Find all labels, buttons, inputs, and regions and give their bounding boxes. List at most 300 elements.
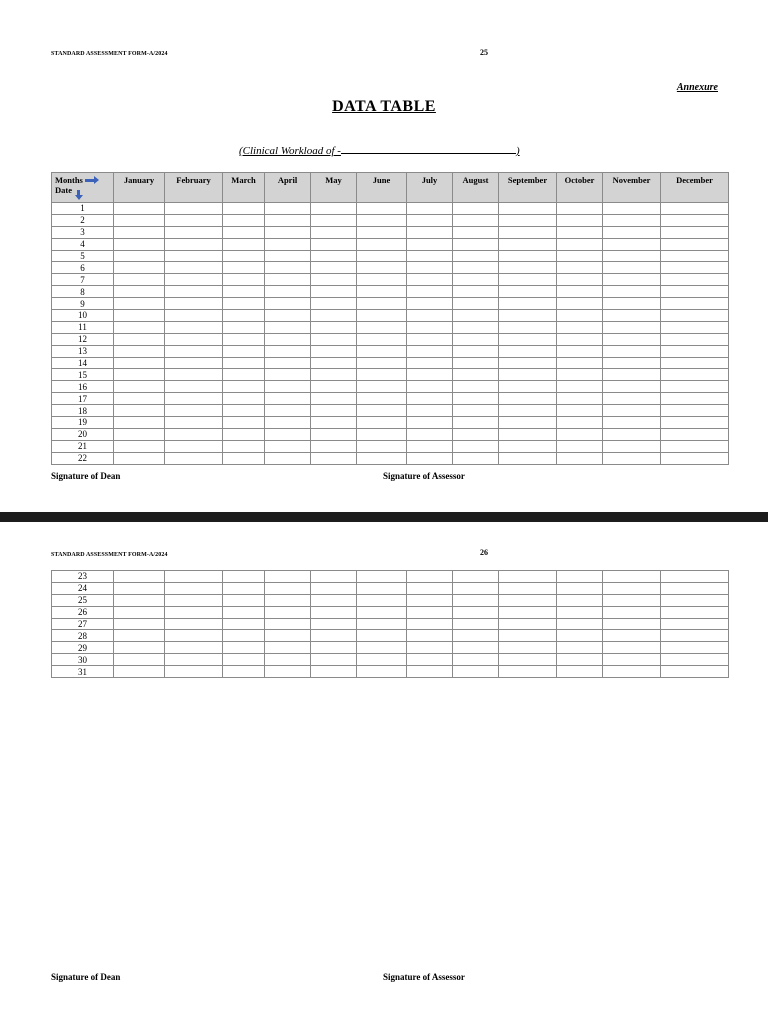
entry-cell[interactable]: [453, 286, 499, 298]
entry-cell[interactable]: [499, 405, 557, 417]
entry-cell[interactable]: [265, 250, 311, 262]
entry-cell[interactable]: [165, 333, 223, 345]
entry-cell[interactable]: [603, 369, 661, 381]
entry-cell[interactable]: [114, 666, 165, 678]
entry-cell[interactable]: [223, 606, 265, 618]
entry-cell[interactable]: [661, 582, 729, 594]
entry-cell[interactable]: [603, 345, 661, 357]
entry-cell[interactable]: [661, 286, 729, 298]
entry-cell[interactable]: [407, 381, 453, 393]
entry-cell[interactable]: [499, 606, 557, 618]
entry-cell[interactable]: [114, 250, 165, 262]
entry-cell[interactable]: [357, 393, 407, 405]
entry-cell[interactable]: [499, 630, 557, 642]
entry-cell[interactable]: [661, 417, 729, 429]
entry-cell[interactable]: [357, 203, 407, 215]
entry-cell[interactable]: [265, 298, 311, 310]
entry-cell[interactable]: [603, 405, 661, 417]
entry-cell[interactable]: [603, 440, 661, 452]
entry-cell[interactable]: [603, 630, 661, 642]
entry-cell[interactable]: [223, 321, 265, 333]
entry-cell[interactable]: [557, 262, 603, 274]
entry-cell[interactable]: [311, 226, 357, 238]
entry-cell[interactable]: [499, 214, 557, 226]
entry-cell[interactable]: [453, 262, 499, 274]
entry-cell[interactable]: [499, 618, 557, 630]
entry-cell[interactable]: [499, 417, 557, 429]
entry-cell[interactable]: [407, 630, 453, 642]
entry-cell[interactable]: [603, 452, 661, 464]
entry-cell[interactable]: [265, 417, 311, 429]
entry-cell[interactable]: [265, 203, 311, 215]
entry-cell[interactable]: [661, 606, 729, 618]
entry-cell[interactable]: [357, 594, 407, 606]
entry-cell[interactable]: [407, 369, 453, 381]
entry-cell[interactable]: [265, 369, 311, 381]
entry-cell[interactable]: [603, 642, 661, 654]
entry-cell[interactable]: [407, 203, 453, 215]
entry-cell[interactable]: [311, 357, 357, 369]
entry-cell[interactable]: [357, 333, 407, 345]
entry-cell[interactable]: [223, 440, 265, 452]
entry-cell[interactable]: [165, 345, 223, 357]
entry-cell[interactable]: [165, 381, 223, 393]
entry-cell[interactable]: [311, 238, 357, 250]
entry-cell[interactable]: [357, 606, 407, 618]
entry-cell[interactable]: [165, 357, 223, 369]
entry-cell[interactable]: [114, 452, 165, 464]
entry-cell[interactable]: [661, 452, 729, 464]
entry-cell[interactable]: [223, 298, 265, 310]
entry-cell[interactable]: [453, 357, 499, 369]
entry-cell[interactable]: [357, 666, 407, 678]
entry-cell[interactable]: [357, 250, 407, 262]
entry-cell[interactable]: [603, 571, 661, 583]
entry-cell[interactable]: [661, 262, 729, 274]
entry-cell[interactable]: [265, 594, 311, 606]
entry-cell[interactable]: [114, 286, 165, 298]
entry-cell[interactable]: [265, 333, 311, 345]
entry-cell[interactable]: [453, 594, 499, 606]
entry-cell[interactable]: [603, 393, 661, 405]
entry-cell[interactable]: [223, 345, 265, 357]
entry-cell[interactable]: [603, 618, 661, 630]
entry-cell[interactable]: [114, 357, 165, 369]
entry-cell[interactable]: [603, 286, 661, 298]
entry-cell[interactable]: [114, 571, 165, 583]
entry-cell[interactable]: [557, 417, 603, 429]
entry-cell[interactable]: [407, 452, 453, 464]
entry-cell[interactable]: [453, 274, 499, 286]
entry-cell[interactable]: [165, 262, 223, 274]
entry-cell[interactable]: [223, 654, 265, 666]
entry-cell[interactable]: [114, 333, 165, 345]
entry-cell[interactable]: [557, 298, 603, 310]
entry-cell[interactable]: [223, 630, 265, 642]
entry-cell[interactable]: [114, 214, 165, 226]
entry-cell[interactable]: [357, 369, 407, 381]
entry-cell[interactable]: [357, 630, 407, 642]
entry-cell[interactable]: [453, 203, 499, 215]
entry-cell[interactable]: [661, 333, 729, 345]
entry-cell[interactable]: [223, 393, 265, 405]
entry-cell[interactable]: [453, 214, 499, 226]
entry-cell[interactable]: [603, 666, 661, 678]
entry-cell[interactable]: [223, 642, 265, 654]
entry-cell[interactable]: [114, 381, 165, 393]
entry-cell[interactable]: [557, 203, 603, 215]
entry-cell[interactable]: [165, 286, 223, 298]
entry-cell[interactable]: [311, 286, 357, 298]
entry-cell[interactable]: [661, 203, 729, 215]
entry-cell[interactable]: [114, 310, 165, 322]
entry-cell[interactable]: [223, 357, 265, 369]
entry-cell[interactable]: [603, 321, 661, 333]
entry-cell[interactable]: [557, 381, 603, 393]
entry-cell[interactable]: [557, 452, 603, 464]
entry-cell[interactable]: [661, 310, 729, 322]
entry-cell[interactable]: [265, 286, 311, 298]
entry-cell[interactable]: [499, 594, 557, 606]
entry-cell[interactable]: [114, 298, 165, 310]
entry-cell[interactable]: [165, 298, 223, 310]
entry-cell[interactable]: [499, 274, 557, 286]
entry-cell[interactable]: [453, 405, 499, 417]
entry-cell[interactable]: [453, 630, 499, 642]
entry-cell[interactable]: [407, 214, 453, 226]
entry-cell[interactable]: [114, 606, 165, 618]
entry-cell[interactable]: [661, 440, 729, 452]
entry-cell[interactable]: [265, 666, 311, 678]
entry-cell[interactable]: [311, 666, 357, 678]
entry-cell[interactable]: [603, 274, 661, 286]
entry-cell[interactable]: [265, 405, 311, 417]
entry-cell[interactable]: [661, 642, 729, 654]
entry-cell[interactable]: [357, 357, 407, 369]
entry-cell[interactable]: [453, 298, 499, 310]
entry-cell[interactable]: [407, 286, 453, 298]
entry-cell[interactable]: [357, 286, 407, 298]
entry-cell[interactable]: [453, 582, 499, 594]
entry-cell[interactable]: [603, 417, 661, 429]
entry-cell[interactable]: [165, 250, 223, 262]
entry-cell[interactable]: [499, 238, 557, 250]
entry-cell[interactable]: [603, 238, 661, 250]
entry-cell[interactable]: [603, 203, 661, 215]
entry-cell[interactable]: [165, 369, 223, 381]
entry-cell[interactable]: [223, 310, 265, 322]
entry-cell[interactable]: [311, 571, 357, 583]
entry-cell[interactable]: [223, 226, 265, 238]
entry-cell[interactable]: [407, 428, 453, 440]
entry-cell[interactable]: [265, 440, 311, 452]
entry-cell[interactable]: [557, 369, 603, 381]
entry-cell[interactable]: [265, 262, 311, 274]
entry-cell[interactable]: [114, 405, 165, 417]
entry-cell[interactable]: [311, 405, 357, 417]
entry-cell[interactable]: [557, 582, 603, 594]
entry-cell[interactable]: [265, 310, 311, 322]
entry-cell[interactable]: [114, 226, 165, 238]
entry-cell[interactable]: [114, 274, 165, 286]
entry-cell[interactable]: [311, 606, 357, 618]
entry-cell[interactable]: [499, 310, 557, 322]
entry-cell[interactable]: [114, 428, 165, 440]
entry-cell[interactable]: [557, 345, 603, 357]
entry-cell[interactable]: [114, 321, 165, 333]
entry-cell[interactable]: [265, 654, 311, 666]
entry-cell[interactable]: [499, 654, 557, 666]
entry-cell[interactable]: [557, 333, 603, 345]
entry-cell[interactable]: [499, 393, 557, 405]
entry-cell[interactable]: [165, 666, 223, 678]
entry-cell[interactable]: [357, 440, 407, 452]
entry-cell[interactable]: [407, 666, 453, 678]
entry-cell[interactable]: [557, 440, 603, 452]
entry-cell[interactable]: [357, 238, 407, 250]
entry-cell[interactable]: [223, 571, 265, 583]
entry-cell[interactable]: [114, 369, 165, 381]
entry-cell[interactable]: [557, 606, 603, 618]
entry-cell[interactable]: [265, 238, 311, 250]
entry-cell[interactable]: [603, 226, 661, 238]
entry-cell[interactable]: [407, 357, 453, 369]
entry-cell[interactable]: [661, 250, 729, 262]
entry-cell[interactable]: [661, 321, 729, 333]
entry-cell[interactable]: [223, 333, 265, 345]
entry-cell[interactable]: [311, 440, 357, 452]
entry-cell[interactable]: [499, 571, 557, 583]
entry-cell[interactable]: [114, 238, 165, 250]
entry-cell[interactable]: [499, 298, 557, 310]
entry-cell[interactable]: [223, 286, 265, 298]
entry-cell[interactable]: [265, 321, 311, 333]
entry-cell[interactable]: [165, 274, 223, 286]
entry-cell[interactable]: [165, 214, 223, 226]
entry-cell[interactable]: [453, 571, 499, 583]
entry-cell[interactable]: [265, 571, 311, 583]
entry-cell[interactable]: [557, 393, 603, 405]
entry-cell[interactable]: [499, 452, 557, 464]
entry-cell[interactable]: [223, 594, 265, 606]
entry-cell[interactable]: [557, 310, 603, 322]
entry-cell[interactable]: [453, 417, 499, 429]
entry-cell[interactable]: [499, 262, 557, 274]
entry-cell[interactable]: [311, 203, 357, 215]
entry-cell[interactable]: [165, 226, 223, 238]
entry-cell[interactable]: [311, 618, 357, 630]
entry-cell[interactable]: [499, 203, 557, 215]
entry-cell[interactable]: [357, 571, 407, 583]
entry-cell[interactable]: [165, 393, 223, 405]
entry-cell[interactable]: [311, 654, 357, 666]
entry-cell[interactable]: [453, 393, 499, 405]
entry-cell[interactable]: [311, 345, 357, 357]
entry-cell[interactable]: [499, 357, 557, 369]
entry-cell[interactable]: [661, 405, 729, 417]
entry-cell[interactable]: [165, 440, 223, 452]
entry-cell[interactable]: [499, 642, 557, 654]
entry-cell[interactable]: [603, 357, 661, 369]
entry-cell[interactable]: [499, 286, 557, 298]
entry-cell[interactable]: [453, 345, 499, 357]
entry-cell[interactable]: [311, 369, 357, 381]
entry-cell[interactable]: [453, 642, 499, 654]
entry-cell[interactable]: [265, 214, 311, 226]
entry-cell[interactable]: [407, 571, 453, 583]
entry-cell[interactable]: [265, 345, 311, 357]
entry-cell[interactable]: [407, 333, 453, 345]
entry-cell[interactable]: [223, 428, 265, 440]
entry-cell[interactable]: [114, 262, 165, 274]
entry-cell[interactable]: [165, 417, 223, 429]
entry-cell[interactable]: [265, 452, 311, 464]
entry-cell[interactable]: [499, 345, 557, 357]
entry-cell[interactable]: [265, 428, 311, 440]
entry-cell[interactable]: [357, 298, 407, 310]
entry-cell[interactable]: [223, 417, 265, 429]
entry-cell[interactable]: [453, 321, 499, 333]
entry-cell[interactable]: [661, 666, 729, 678]
entry-cell[interactable]: [265, 226, 311, 238]
entry-cell[interactable]: [499, 666, 557, 678]
entry-cell[interactable]: [357, 618, 407, 630]
entry-cell[interactable]: [661, 298, 729, 310]
entry-cell[interactable]: [223, 274, 265, 286]
entry-cell[interactable]: [407, 405, 453, 417]
entry-cell[interactable]: [603, 428, 661, 440]
entry-cell[interactable]: [407, 250, 453, 262]
entry-cell[interactable]: [311, 333, 357, 345]
entry-cell[interactable]: [165, 203, 223, 215]
entry-cell[interactable]: [661, 571, 729, 583]
entry-cell[interactable]: [661, 381, 729, 393]
entry-cell[interactable]: [661, 654, 729, 666]
entry-cell[interactable]: [311, 642, 357, 654]
entry-cell[interactable]: [499, 440, 557, 452]
entry-cell[interactable]: [165, 630, 223, 642]
entry-cell[interactable]: [661, 357, 729, 369]
entry-cell[interactable]: [557, 321, 603, 333]
entry-cell[interactable]: [499, 582, 557, 594]
entry-cell[interactable]: [661, 238, 729, 250]
entry-cell[interactable]: [407, 606, 453, 618]
entry-cell[interactable]: [357, 226, 407, 238]
entry-cell[interactable]: [357, 345, 407, 357]
entry-cell[interactable]: [223, 618, 265, 630]
entry-cell[interactable]: [311, 393, 357, 405]
entry-cell[interactable]: [453, 310, 499, 322]
entry-cell[interactable]: [407, 274, 453, 286]
entry-cell[interactable]: [661, 345, 729, 357]
entry-cell[interactable]: [557, 405, 603, 417]
entry-cell[interactable]: [165, 571, 223, 583]
entry-cell[interactable]: [165, 594, 223, 606]
entry-cell[interactable]: [265, 618, 311, 630]
entry-cell[interactable]: [114, 203, 165, 215]
entry-cell[interactable]: [557, 618, 603, 630]
entry-cell[interactable]: [114, 393, 165, 405]
entry-cell[interactable]: [661, 369, 729, 381]
entry-cell[interactable]: [265, 393, 311, 405]
entry-cell[interactable]: [311, 214, 357, 226]
entry-cell[interactable]: [357, 381, 407, 393]
entry-cell[interactable]: [311, 298, 357, 310]
entry-cell[interactable]: [223, 214, 265, 226]
entry-cell[interactable]: [407, 262, 453, 274]
entry-cell[interactable]: [407, 654, 453, 666]
entry-cell[interactable]: [603, 250, 661, 262]
entry-cell[interactable]: [357, 642, 407, 654]
entry-cell[interactable]: [311, 381, 357, 393]
entry-cell[interactable]: [311, 582, 357, 594]
entry-cell[interactable]: [557, 428, 603, 440]
entry-cell[interactable]: [603, 381, 661, 393]
entry-cell[interactable]: [603, 310, 661, 322]
entry-cell[interactable]: [357, 274, 407, 286]
entry-cell[interactable]: [165, 642, 223, 654]
entry-cell[interactable]: [453, 238, 499, 250]
entry-cell[interactable]: [311, 250, 357, 262]
entry-cell[interactable]: [114, 618, 165, 630]
entry-cell[interactable]: [407, 642, 453, 654]
entry-cell[interactable]: [357, 452, 407, 464]
entry-cell[interactable]: [453, 440, 499, 452]
entry-cell[interactable]: [165, 310, 223, 322]
entry-cell[interactable]: [407, 226, 453, 238]
entry-cell[interactable]: [557, 630, 603, 642]
entry-cell[interactable]: [357, 654, 407, 666]
entry-cell[interactable]: [114, 440, 165, 452]
entry-cell[interactable]: [499, 226, 557, 238]
entry-cell[interactable]: [114, 594, 165, 606]
entry-cell[interactable]: [557, 238, 603, 250]
entry-cell[interactable]: [114, 582, 165, 594]
entry-cell[interactable]: [114, 654, 165, 666]
entry-cell[interactable]: [661, 630, 729, 642]
entry-cell[interactable]: [661, 226, 729, 238]
entry-cell[interactable]: [453, 381, 499, 393]
entry-cell[interactable]: [357, 214, 407, 226]
entry-cell[interactable]: [407, 618, 453, 630]
entry-cell[interactable]: [661, 428, 729, 440]
entry-cell[interactable]: [407, 298, 453, 310]
entry-cell[interactable]: [114, 345, 165, 357]
entry-cell[interactable]: [223, 381, 265, 393]
entry-cell[interactable]: [453, 618, 499, 630]
entry-cell[interactable]: [265, 582, 311, 594]
entry-cell[interactable]: [311, 630, 357, 642]
entry-cell[interactable]: [165, 654, 223, 666]
entry-cell[interactable]: [165, 238, 223, 250]
entry-cell[interactable]: [453, 333, 499, 345]
entry-cell[interactable]: [311, 594, 357, 606]
entry-cell[interactable]: [557, 654, 603, 666]
entry-cell[interactable]: [407, 238, 453, 250]
entry-cell[interactable]: [407, 582, 453, 594]
entry-cell[interactable]: [557, 571, 603, 583]
entry-cell[interactable]: [557, 666, 603, 678]
entry-cell[interactable]: [165, 321, 223, 333]
entry-cell[interactable]: [357, 582, 407, 594]
entry-cell[interactable]: [407, 345, 453, 357]
entry-cell[interactable]: [603, 333, 661, 345]
entry-cell[interactable]: [407, 393, 453, 405]
entry-cell[interactable]: [357, 310, 407, 322]
entry-cell[interactable]: [265, 381, 311, 393]
entry-cell[interactable]: [357, 417, 407, 429]
entry-cell[interactable]: [265, 274, 311, 286]
